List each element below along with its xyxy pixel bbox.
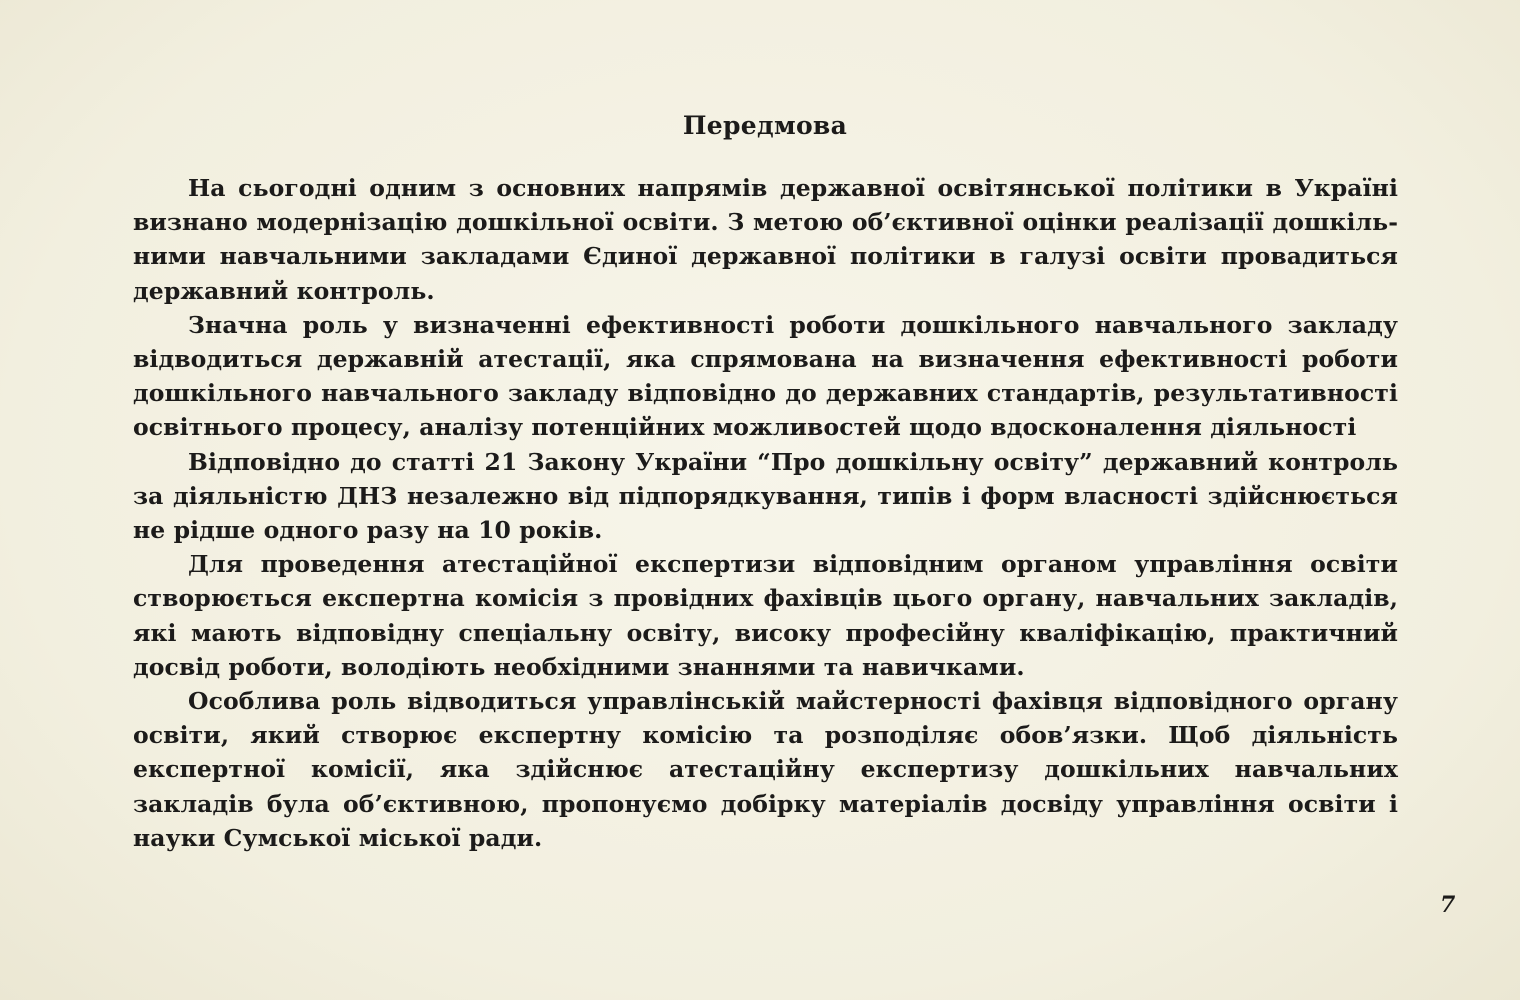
paragraph-1: На сьогодні одним з основних напрямів державної освітянської політики в Україні визнано модернізацію дошкільної освіти. З метою об’єктивної оцінки реалізації дошкільними навчальними закладами Єдиної державної політики в галузі освіти провадиться державний контроль. (133, 174, 1398, 305)
paragraph-2: Значна роль у визначенні ефективності роботи дошкільного навчального закладу відводиться державній атестації, яка спрямована на визначення ефективності роботи дошкільного навчального закладу відповідно до державних стандартів, результативності освітнього процесу, аналізу потенційних можливостей щодо вдосконалення діяльності (133, 310, 1398, 442)
paragraph-5: Особлива роль відводиться управлінській майстерності фахівця відповідного органу освіти, який створює експертну комісію та розподіляє обов’язки. Щоб діяльність експертної комісії, яка здійснює атестаційну експертизу дошкільних навчальних закладів була об’єктивною, пропонуємо добірку матеріалів досвіду управління освіти і науки Сумської міської ради. (133, 687, 1398, 852)
page-number: 7 (1440, 892, 1456, 918)
paragraph-3: Відповідно до статті 21 Закону України “Про дошкільну освіту” державний контроль за діяльністю ДНЗ незалежно від підпорядкування, типів і форм власності здійснюється не рідше одного разу на 10 років. (133, 447, 1398, 545)
document-title: Передмова (682, 111, 848, 140)
paragraph-4: Для проведення атестаційної експертизи відповідним органом управління освіти створюється експертна комісія з провідних фахівців цього органу, навчальних закладів, які мають відповідну спеціальну освіту, високу професійну кваліфікацію, практичний досвід роботи, володіють необхідними знаннями та навичками. (133, 550, 1398, 681)
document-body (133, 171, 1398, 855)
